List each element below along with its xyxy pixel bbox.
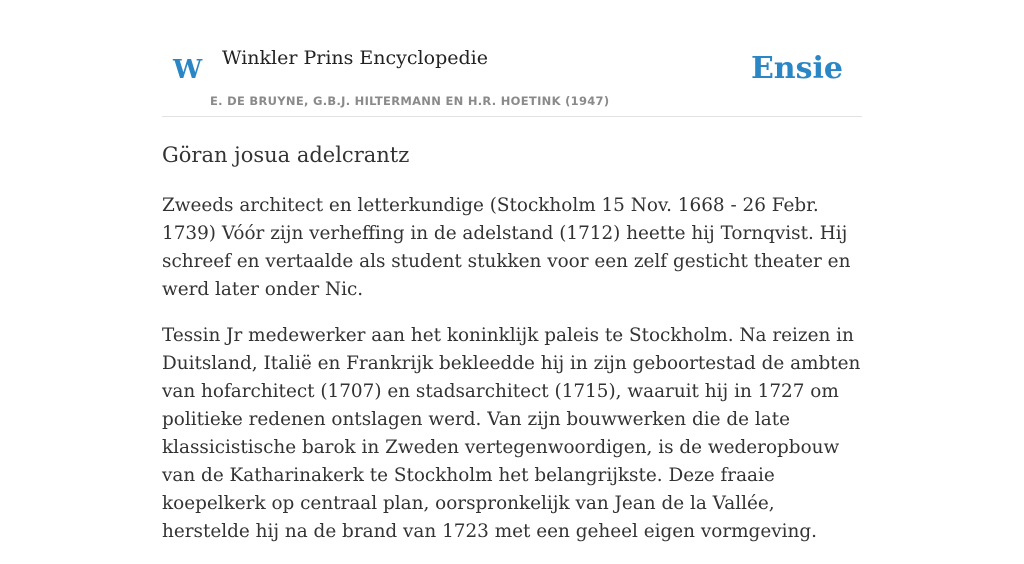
publication-title[interactable]: Winkler Prins Encyclopedie xyxy=(222,47,488,69)
publication-logo[interactable]: W xyxy=(173,55,203,85)
publication-authors: E. DE BRUYNE, G.B.J. HILTERMANN EN H.R. HOETINK (1947) xyxy=(210,94,610,108)
article-paragraph: Tessin Jr medewerker aan het koninklijk paleis te Stockholm. Na reizen in Duitsland, Italië en Frankrijk bekleedde hij in zijn geboortestad de ambten van hofarchitect (1707) en stadsarchitect (1715), waaruit hij in 1727 om politieke redenen ontslagen werd. Van zijn bouwwerken die de late klassicistische barok in Zweden vertegenwoordigen, is de wederopbouw van de Katharinakerk te Stockholm het belangrijkste. Deze fraaie koepelkerk op centraal plan, oorspronkelijk van Jean de la Vallée, herstelde hij na de brand van 1723 met een geheel eigen vormgeving. xyxy=(162,325,861,542)
site-header xyxy=(162,0,862,117)
brand-logo[interactable]: Ensie xyxy=(750,51,843,86)
article-body xyxy=(162,192,862,564)
article-title: Göran josua adelcrantz xyxy=(162,143,410,167)
article-paragraph: Zweeds architect en letterkundige (Stockholm 15 Nov. 1668 - 26 Febr. 1739) Vóór zijn verheffing in de adelstand (1712) heette hij Tornqvist. Hij schreef en vertaalde als student stukken voor een zelf gesticht theater en werd later onder Nic. xyxy=(162,195,851,300)
